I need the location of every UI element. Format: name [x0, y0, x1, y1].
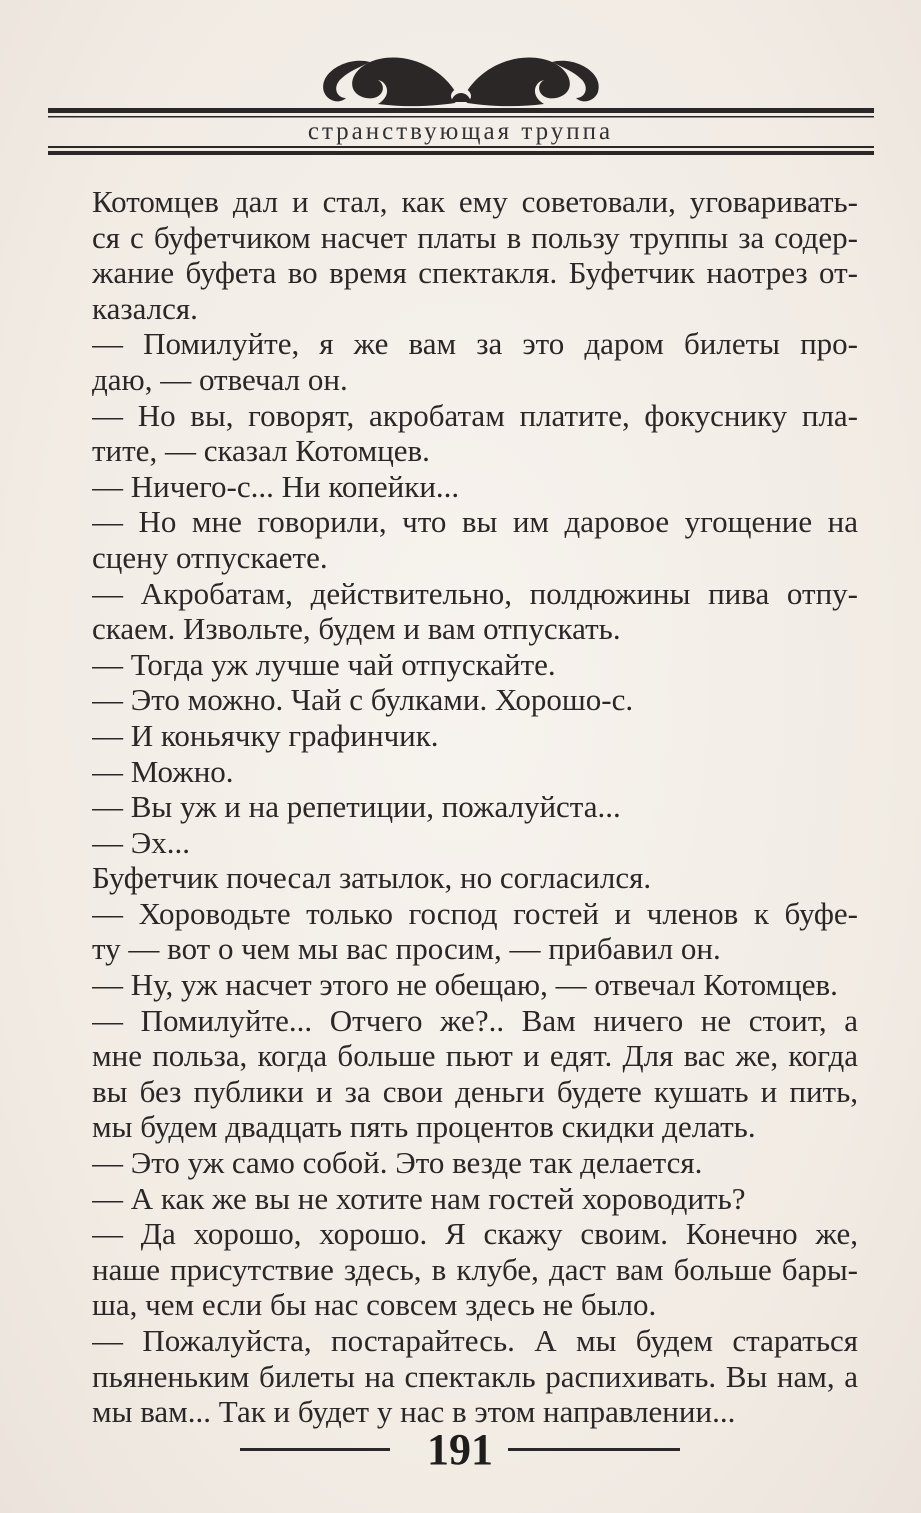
- text-line: пьяненьким билеты на спектакль распихивать. Вы нам, а: [92, 1358, 858, 1394]
- text-line: — Да хорошо, хорошо. Я скажу своим. Конечно же,: [92, 1216, 858, 1252]
- text-line: ту — вот о чем мы вас просим, — прибавил он.: [92, 931, 721, 967]
- page-number: 191: [427, 1425, 493, 1474]
- header-rule: [48, 144, 874, 158]
- text-line: — Ну, уж насчет этого не обещаю, — отвечал Котомцев.: [92, 967, 838, 1003]
- text-line: — Это уж само собой. Это везде так делается.: [92, 1145, 703, 1181]
- text-line: тите, — сказал Котомцев.: [92, 433, 430, 469]
- text-line: вы без публики и за свои деньги будете кушать и пить,: [92, 1073, 858, 1109]
- text-line: — Но вы, говорят, акробатам платите, фокуснику пла-: [92, 397, 858, 433]
- text-line: — Ничего-с... Ни копейки...: [92, 468, 460, 504]
- text-line: Котомцев дал и стал, как ему советовали, уговаривать-: [92, 184, 858, 219]
- running-head: странствующая труппа: [307, 118, 614, 145]
- text-line: — Эх...: [92, 824, 190, 860]
- text-line: ша, чем если бы нас совсем здесь не было.: [92, 1287, 657, 1323]
- text-line: — А как же вы не хотите нам гостей хороводить?: [92, 1180, 746, 1216]
- text-line: казался.: [92, 290, 198, 326]
- text-line: сцену отпускаете.: [92, 539, 328, 575]
- header-ornament: [48, 42, 874, 122]
- text-line: даю, — отвечал он.: [92, 361, 348, 397]
- text-line: жание буфета во время спектакля. Буфетчик наотрез от-: [92, 255, 858, 291]
- text-line: — Это можно. Чай с булками. Хорошо-с.: [92, 682, 634, 718]
- text-line: — Можно.: [92, 753, 234, 789]
- text-line: — Помилуйте, я же вам за это даром билеты про-: [92, 326, 858, 362]
- text-line: мы будем двадцать пять процентов скидки делать.: [92, 1109, 756, 1145]
- text-line: ся с буфетчиком насчет платы в пользу труппы за содер-: [92, 219, 858, 255]
- text-line: — Хороводьте только господ гостей и членов к буфе-: [92, 895, 858, 931]
- page-footer: [240, 1425, 680, 1474]
- body-text: [92, 184, 858, 1430]
- text-line: — Акробатам, действительно, полдюжины пива отпу-: [92, 575, 858, 611]
- text-line: мы вам... Так и будет у нас в этом направлении...: [92, 1394, 736, 1430]
- text-line: — Тогда уж лучше чай отпускайте.: [92, 646, 556, 682]
- text-line: мне польза, когда больше пьют и едят. Для вас же, когда: [92, 1038, 858, 1074]
- text-line: наше присутствие здесь, в клубе, даст вам больше бары-: [92, 1251, 858, 1287]
- text-line: — Помилуйте... Отчего же?.. Вам ничего не стоит, а: [92, 1002, 858, 1038]
- text-line: — Вы уж и на репетиции, пожалуйста...: [92, 789, 621, 825]
- text-line: — Пожалуйста, постарайтесь. А мы будем стараться: [92, 1323, 858, 1358]
- text-line: скаем. Извольте, будем и вам отпускать.: [92, 611, 621, 647]
- text-line: Буфетчик почесал затылок, но согласился.: [92, 860, 652, 896]
- text-line: — И коньячку графинчик.: [92, 717, 439, 753]
- text-line: — Но мне говорили, что вы им даровое угощение на: [92, 504, 858, 540]
